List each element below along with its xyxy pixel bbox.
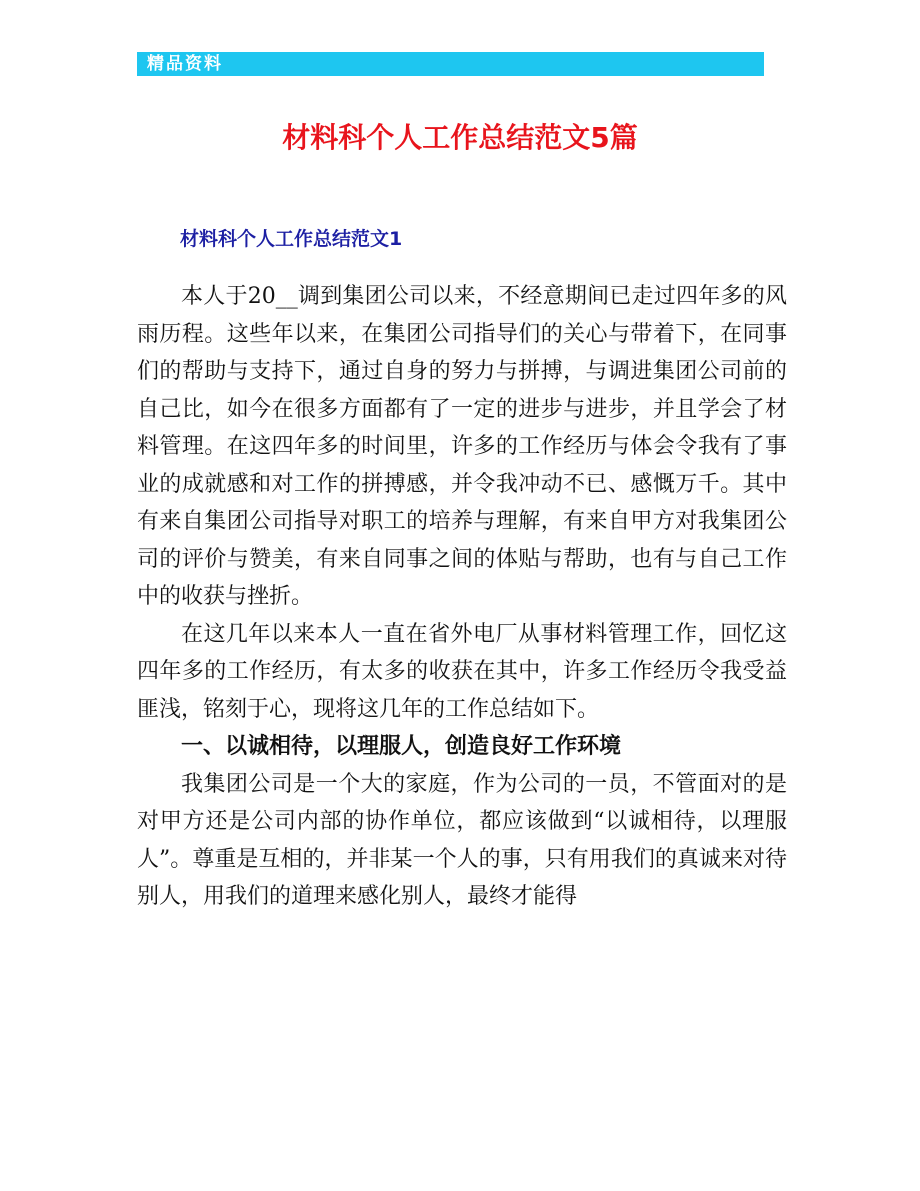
document-title: 材料科个人工作总结范文5篇	[282, 121, 638, 154]
header-banner	[137, 52, 764, 76]
banner-label: 精品资料	[147, 54, 223, 74]
paragraph: 在这几年以来本人一直在省外电厂从事材料管理工作，回忆这四年多的工作经历，有太多的收获在其中，许多工作经历令我受益匪浅，铭刻于心，现将这几年的工作总结如下。	[137, 621, 787, 722]
subsection-heading: 一、以诚相待，以理服人，创造良好工作环境	[181, 733, 622, 759]
document-body	[137, 278, 787, 916]
section-heading: 材料科个人工作总结范文1	[180, 228, 403, 250]
paragraph: 我集团公司是一个大的家庭，作为公司的一员，不管面对的是对甲方还是公司内部的协作单位，都应该做到“以诚相待，以理服人”。尊重是互相的，并非某一个人的事，只有用我们的真诚来对待别人，用我们的道理来感化别人，最终才能得	[137, 771, 787, 909]
paragraph: 本人于20__调到集团公司以来，不经意期间已走过四年多的风雨历程。这些年以来，在集团公司指导们的关心与带着下，在同事们的帮助与支持下，通过自身的努力与拼搏，与调进集团公司前的自己比，如今在很多方面都有了一定的进步与进步，并且学会了材料管理。在这四年多的时间里，许多的工作经历与体会令我有了事业的成就感和对工作的拼搏感，并令我冲动不已、感慨万千。其中有来自集团公司指导对职工的培养与理解，有来自甲方对我集团公司的评价与赞美，有来自同事之间的体贴与帮助，也有与自己工作中的收获与挫折。	[137, 284, 787, 609]
